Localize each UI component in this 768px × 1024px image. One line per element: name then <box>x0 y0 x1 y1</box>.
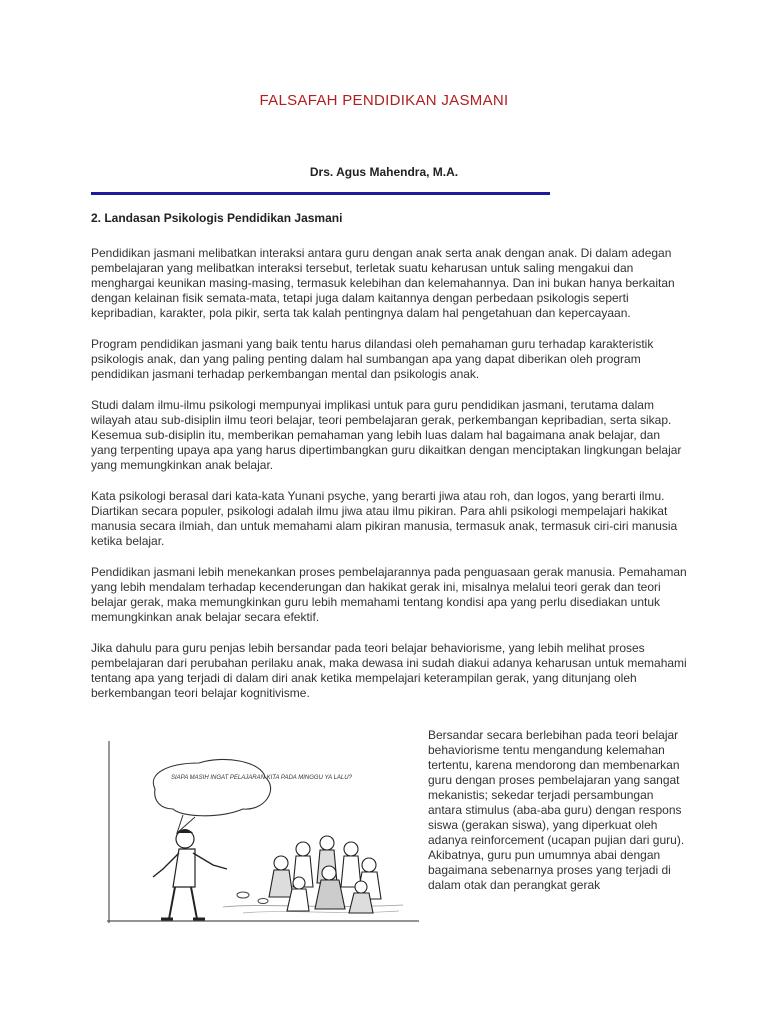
paragraph: Pendidikan jasmani melibatkan interaksi antara guru dengan anak serta anak dengan anak. Di dalam adegan pembelajaran yang melibatkan interaksi tersebut, terletak suatu keharusan untuk saling mengakui dan menghargai keunikan masing-masing, termasuk kelebihan dan kelemahannya. Dan ini bukan hanya berkaitan dengan kelainan fisik semata-mata, tetapi juga dalam kaitannya dengan perbedaan psikologis seperti kepribadian, karakter, pola pikir, serta tak kalah pentingnya dalam hal pengetahuan dan kepercayaan. <box>91 246 675 320</box>
document-title: FALSAFAH PENDIDIKAN JASMANI <box>259 92 509 109</box>
speech-bubble-text: SIAPA MASIH INGAT PELAJARAN KITA PADA MINGGU YA LALU? <box>171 775 352 781</box>
paragraph: Jika dahulu para guru penjas lebih bersandar pada teori belajar behaviorisme, yang lebih melihat proses pembelajaran dari perubahan perilaku anak, maka dewasa ini sudah diakui adanya keharusan untuk memahami tentang apa yang terjadi di dalam diri anak ketika mempelajari keterampilan gerak, yang ditunjang oleh berkembangan teori belajar kognitivisme. <box>91 641 687 700</box>
paragraph: Pendidikan jasmani lebih menekankan proses pembelajarannya pada penguasaan gerak manusia. Pemahaman yang lebih mendalam terhadap kecenderungan dan hakikat gerak ini, misalnya melalui teori gerak dan teori belajar gerak, maka memungkinkan guru lebih memahami tentang kondisi apa yang perlu disediakan untuk memungkinkan anak belajar secara efektif. <box>91 565 687 624</box>
paragraph: Kata psikologi berasal dari kata-kata Yunani psyche, yang berarti jiwa atau roh, dan logos, yang berarti ilmu. Diartikan secara populer, psikologi adalah ilmu jiwa atau ilmu pikiran. Para ahli psikologi mempelajari hakikat manusia secara ilmiah, dan untuk memahami alam pikiran manusia, termasuk anak, termasuk ciri-ciri manusia ketika belajar. <box>91 489 678 548</box>
author-name: Drs. Agus Mahendra, M.A. <box>309 165 459 179</box>
paragraph: Studi dalam ilmu-ilmu psikologi mempunyai implikasi untuk para guru pendidikan jasmani, terutama dalam wilayah atau sub-disiplin ilmu teori belajar, teori pembelajaran gerak, perkembangan kepribadian, serta sikap. Kesemua sub-disiplin itu, memberikan pemahaman yang lebih luas dalam hal bagaimana anak belajar, dan yang terpenting upaya apa yang harus dipertimbangkan guru dikaitkan dengan menciptakan lingkungan belajar yang memungkinkan anak belajar. <box>91 398 682 472</box>
cartoon-drawing <box>103 737 421 925</box>
section-heading: 2. Landasan Psikologis Pendidikan Jasmani <box>91 211 343 225</box>
side-paragraph: Bersandar secara berlebihan pada teori belajar behaviorisme tentu mengandung kelemahan tertentu, karena mendorong dan membenarkan guru dengan proses pembelajaran yang sangat mekanistis; sekedar terjadi persambungan antara stimulus (aba-aba guru) dengan respons siswa (gerakan siswa), yang diperkuat oleh adanya reinforcement (ucapan pujian dari guru). Akibatnya, guru pun umumnya abai dengan bagaimana sebenarnya proses yang terjadi di dalam otak dan perangkat gerak <box>428 728 685 892</box>
paragraph: Program pendidikan jasmani yang baik tentu harus dilandasi oleh pemahaman guru terhadap karakteristik psikologis anak, dan yang paling penting dalam hal sumbangan apa yang dapat diberikan oleh program pendidikan jasmani terhadap perkembangan mental dan psikologis anak. <box>91 337 654 381</box>
body-text <box>91 246 687 717</box>
classroom-illustration <box>103 737 421 925</box>
title-divider <box>91 192 550 195</box>
